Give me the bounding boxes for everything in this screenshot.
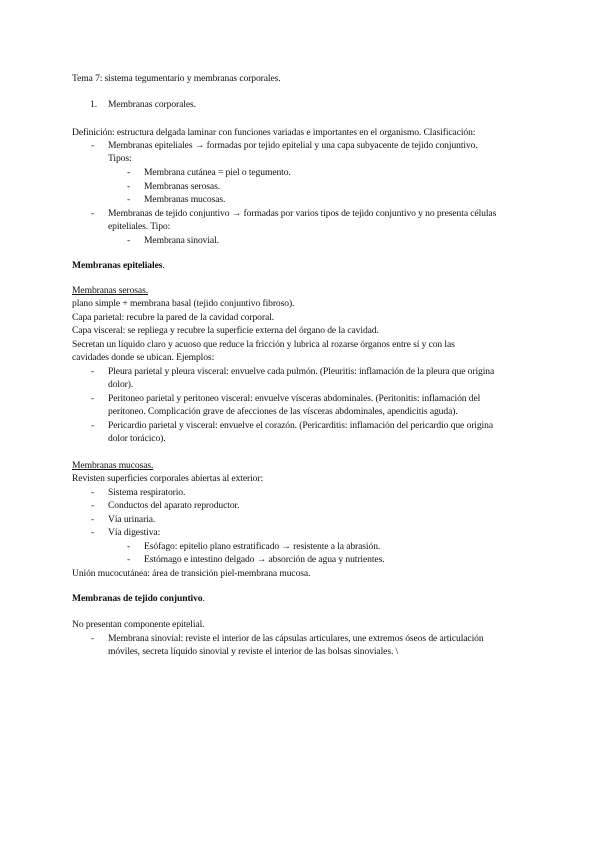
list-item: Membrana sinovial: reviste el interior de las cápsulas articulares, une extremos óseos de articulación	[108, 633, 484, 644]
sub-list-item: Esófago: epitelio plano estratificado → resistente a la abrasión.	[144, 541, 381, 552]
list-item-continuation: dolor torácico).	[108, 433, 166, 444]
list-item: Pleura parietal y pleura visceral: envuelve cada pulmón. (Pleuritis: inflamación de la pleura que origina	[108, 366, 495, 377]
paragraph-line: No presentan componente epitelial.	[72, 619, 205, 630]
heading-epiteliales: Membranas epiteliales.	[72, 260, 165, 271]
bullet-dash: -	[91, 500, 95, 511]
paragraph-line: Revisten superficies corporales abiertas al exterior:	[72, 473, 264, 484]
bullet-dash: -	[127, 554, 131, 565]
list-item: Pericardio parietal y visceral: envuelve el corazón. (Pericarditis: inflamación del pericardio que origina	[108, 420, 493, 431]
section-heading: Membranas corporales.	[108, 99, 196, 110]
doc-title: Tema 7: sistema tegumentario y membranas corporales.	[72, 73, 281, 84]
definition-text: Definición: estructura delgada laminar con funciones variadas e importantes en el organismo. Clasificación:	[72, 127, 476, 138]
sub-list-item: Membranas mucosas.	[144, 194, 226, 205]
bullet-dash: -	[127, 181, 131, 192]
paragraph-line: Unión mucocutánea: área de transición piel-membrana mucosa.	[72, 568, 311, 579]
bullet-dash: -	[91, 514, 95, 525]
bullet-dash: -	[91, 140, 95, 151]
list-item: Peritoneo parietal y peritoneo visceral: envuelve vísceras abdominales. (Peritonitis: inflamación del	[108, 393, 481, 404]
bullet-dash: -	[91, 487, 95, 498]
paragraph-line: Capa parietal: recubre la pared de la cavidad corporal.	[72, 312, 274, 323]
heading-conjuntivo: Membranas de tejido conjuntivo.	[72, 593, 205, 604]
heading-serosas: Membranas serosas.	[72, 285, 148, 296]
paragraph-line: plano simple + membrana basal (tejido conjuntivo fibroso).	[72, 298, 295, 309]
list-item: Membranas de tejido conjuntivo → formadas por varios tipos de tejido conjuntivo y no presenta células	[108, 208, 497, 219]
sub-list-item: Membrana cutánea = piel o tegumento.	[144, 167, 291, 178]
bullet-dash: -	[127, 235, 131, 246]
section-number: 1.	[90, 99, 97, 110]
sub-list-item: Membrana sinovial.	[144, 235, 219, 246]
list-item-continuation: epiteliales. Tipo:	[108, 221, 171, 232]
list-item-continuation: móviles, secreta líquido sinovial y reviste el interior de las bolsas sinoviales. \	[108, 646, 399, 657]
bullet-dash: -	[91, 633, 95, 644]
sub-list-item: Estómago e intestino delgado → absorción de agua y nutrientes.	[144, 554, 385, 565]
paragraph-line: cavidades donde se ubican. Ejemplos:	[72, 352, 215, 363]
list-item-continuation: peritoneo. Complicación grave de afecciones de las vísceras abdominales, apendicitis aguda).	[108, 406, 458, 417]
bullet-dash: -	[91, 366, 95, 377]
list-item: Sistema respiratorio.	[108, 487, 186, 498]
sub-list-item: Membranas serosas.	[144, 181, 220, 192]
bullet-dash: -	[91, 208, 95, 219]
list-item: Vía digestiva:	[108, 527, 161, 538]
bullet-dash: -	[91, 393, 95, 404]
list-item: Membranas epiteliales → formadas por tejido epitelial y una capa subyacente de tejido conjuntivo.	[108, 140, 478, 151]
list-item: Vía urinaria.	[108, 514, 156, 525]
paragraph-line: Capa visceral: se repliega y recubre la superficie externa del órgano de la cavidad.	[72, 325, 379, 336]
paragraph-line: Secretan un líquido claro y acuoso que reduce la fricción y lubrica al rozarse órganos entre sí y con las	[72, 339, 455, 350]
bullet-dash: -	[127, 541, 131, 552]
bullet-dash: -	[127, 167, 131, 178]
list-item-continuation: dolor).	[108, 379, 134, 390]
bullet-dash: -	[91, 527, 95, 538]
heading-mucosas: Membranas mucosas.	[72, 460, 154, 471]
list-item-continuation: Tipos:	[108, 153, 132, 164]
bullet-dash: -	[127, 194, 131, 205]
list-item: Conductos del aparato reproductor.	[108, 500, 240, 511]
bullet-dash: -	[91, 420, 95, 431]
